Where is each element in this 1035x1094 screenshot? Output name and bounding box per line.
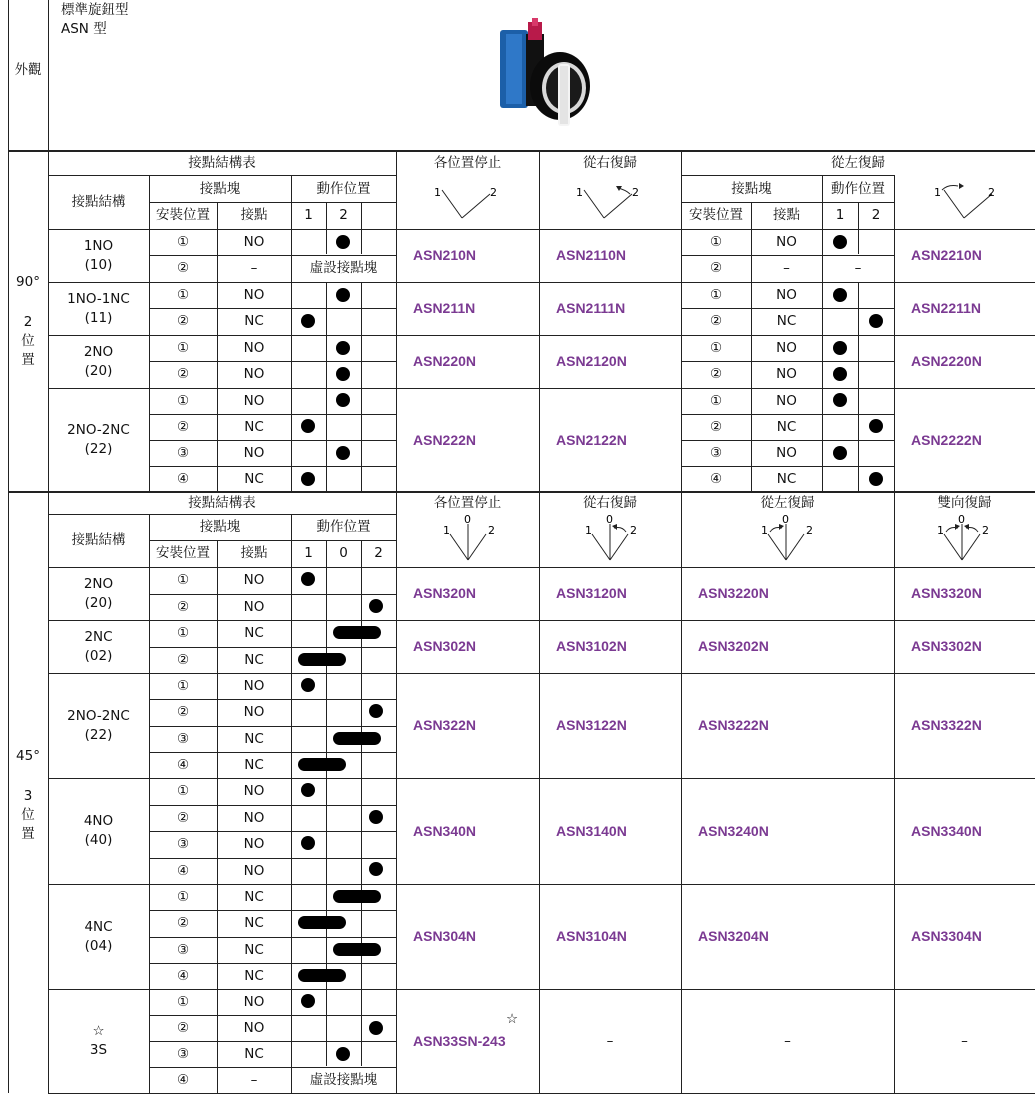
s1-r3-model-stop: ASN220N	[413, 353, 477, 369]
s1-rl-lbl2: 2	[988, 186, 995, 199]
s1-r4-c1-type: NO	[243, 392, 265, 409]
s2-diagram-return-both	[934, 514, 994, 564]
s1-r3-model-rl: ASN2220N	[911, 353, 982, 369]
s2-r4-c2-pos: ②	[176, 810, 190, 826]
s1-r1-c1-type: NO	[243, 233, 265, 250]
s2-stop-lbl1: 1	[443, 524, 450, 537]
s1r-contact: 接點	[773, 207, 800, 223]
contact-on-dot	[833, 235, 847, 249]
s1-pos-1: 1	[304, 207, 313, 223]
s2-r6-model-2: –	[784, 1032, 791, 1049]
s2-action-position: 動作位置	[316, 518, 371, 535]
s1-r2-c2-pos: ②	[176, 313, 190, 329]
s1-contact: 接點	[240, 207, 268, 223]
s2-r4-c1-pos: ①	[176, 783, 190, 799]
s2-r6-model-star: ☆	[506, 1011, 519, 1027]
contact-on-dot	[369, 862, 383, 876]
contact-on-dot	[833, 288, 847, 302]
s2-mount-position: 安裝位置	[156, 545, 210, 561]
s2-r4-model-3: ASN3340N	[911, 822, 982, 839]
s1-r4-rc3-pos: ③	[709, 444, 723, 461]
s2-r2-c1-pos: ①	[176, 625, 190, 641]
s2-r4-c4-pos: ④	[176, 863, 190, 879]
selector-switch-image	[492, 18, 597, 130]
s2-r5-model-0: ASN304N	[413, 928, 477, 944]
s2-r4-structure: 4NO (40)	[83, 813, 114, 848]
s2-r5-c4-type: NC	[244, 967, 264, 984]
s1-r1-virtual: 虛設接點塊	[309, 260, 378, 276]
s1-r4-c4-type: NC	[244, 470, 264, 487]
s1-stop-lbl2: 2	[490, 186, 497, 199]
s1-r1-rc2-dash: –	[854, 260, 862, 276]
contact-on-dot	[369, 704, 383, 718]
contact-on-dot	[301, 472, 315, 486]
s2-r3-model-2: ASN3222N	[698, 717, 769, 733]
grid-line	[326, 540, 327, 1066]
s2-r5-c3-pos: ③	[176, 941, 190, 958]
s2-r1-model-0: ASN320N	[413, 585, 477, 601]
contact-on-dot	[869, 419, 883, 433]
s2-rb-lbl2: 2	[982, 524, 989, 537]
contact-on-dot	[301, 419, 315, 433]
s2-r3-structure: 2NO-2NC (22)	[67, 707, 130, 743]
s2-rr-lbl0: 0	[606, 514, 613, 526]
s1-r1-structure: 1NO (10)	[83, 237, 114, 273]
s1-r1-rc1-pos: ①	[709, 233, 723, 250]
s2-r2-c2-type: NC	[244, 652, 264, 668]
contact-on-dot	[301, 994, 315, 1008]
s1-mount-position: 安裝位置	[156, 207, 210, 223]
contact-on-bar	[298, 653, 346, 666]
s2-diagram-return-right	[582, 514, 642, 564]
s1-r3-c1-type: NO	[243, 339, 265, 356]
s2-col-return-right: 從右復歸	[583, 495, 637, 511]
contact-on-dot	[869, 472, 883, 486]
s2-r1-c1-type: NO	[243, 572, 265, 588]
appearance-label: 外觀	[14, 61, 42, 78]
s2-r4-c1-type: NO	[243, 783, 265, 799]
s2-r6-model-1: –	[606, 1032, 614, 1049]
s2-r3-c1-type: NO	[243, 677, 265, 694]
s2-col-return-left: 從左復歸	[760, 495, 815, 511]
s1-r4-model-rl: ASN2222N	[911, 431, 982, 448]
s1-r2-rc1-pos: ①	[709, 286, 723, 303]
grid-line	[858, 282, 859, 491]
s1-r1-model-rr: ASN2110N	[556, 247, 627, 263]
s1-r4-model-rr: ASN2122N	[556, 431, 627, 448]
s2-rb-lbl1: 1	[937, 524, 944, 537]
s1-r4-c4-pos: ④	[176, 470, 190, 487]
s2-r6-c1-pos: ①	[176, 993, 190, 1010]
contact-on-dot	[869, 314, 883, 328]
s2-r6-structure: ☆ 3S	[89, 1023, 108, 1058]
s1-diagram-return-right	[562, 180, 652, 225]
s1-r2-c1-type: NO	[243, 286, 265, 303]
s2-stop-lbl2: 2	[488, 524, 495, 537]
s2-r2-c1-type: NC	[244, 625, 264, 641]
s1-r2-structure: 1NO-1NC (11)	[67, 290, 130, 326]
s1-r2-model-stop: ASN211N	[413, 300, 476, 316]
contact-on-dot	[301, 314, 315, 328]
s2-r6-c3-pos: ③	[176, 1045, 190, 1062]
s2-r5-model-1: ASN3104N	[556, 928, 627, 944]
s2-angle: 45°	[16, 747, 40, 764]
s2-pos-1: 1	[304, 545, 313, 561]
s2-r4-c3-type: NO	[243, 836, 265, 852]
s1-r2-model-rl: ASN2211N	[911, 300, 982, 316]
s2-r6-c4-pos: ④	[176, 1071, 190, 1088]
s2-r3-model-1: ASN3122N	[556, 717, 627, 733]
s1-col-return-left: 從左復歸	[831, 155, 885, 171]
s1-r1-model-stop: ASN210N	[413, 247, 477, 263]
s2-r2-model-1: ASN3102N	[556, 638, 627, 654]
contact-on-dot	[369, 810, 383, 824]
s2-r1-model-3: ASN3320N	[911, 585, 982, 601]
s2-r5-c1-type: NC	[244, 888, 264, 905]
s2-r6-model-0: ASN33SN-243	[413, 1032, 506, 1049]
s2-rr-lbl1: 1	[585, 524, 592, 537]
contact-on-bar	[333, 890, 381, 903]
s1-r2-c1-pos: ①	[176, 286, 190, 303]
s2-rl-lbl2: 2	[806, 524, 813, 537]
grid-line	[8, 0, 9, 1093]
contact-on-bar	[298, 916, 346, 929]
s2-r6-model-3: –	[961, 1032, 968, 1049]
s2-r6-c3-type: NC	[244, 1045, 264, 1062]
s1-rr-lbl2: 2	[632, 186, 639, 199]
contact-on-dot	[369, 1021, 383, 1035]
s1-r4-rc1-type: NO	[776, 392, 797, 409]
s2-r5-model-3: ASN3304N	[911, 928, 982, 944]
s2-col-stop: 各位置停止	[433, 495, 502, 511]
contact-on-dot	[336, 288, 350, 302]
contact-on-dot	[369, 599, 383, 613]
s1-r4-rc1-pos: ①	[709, 392, 723, 409]
s1-r1-c2-pos: ②	[176, 260, 190, 276]
s2-r4-c3-pos: ③	[176, 836, 190, 852]
s1r-action-position: 動作位置	[831, 180, 885, 197]
s1-r4-rc2-pos: ②	[709, 418, 723, 435]
s2-pos-2: 2	[374, 545, 383, 561]
s1-r4-rc3-type: NO	[776, 444, 797, 461]
s1-r4-structure: 2NO-2NC (22)	[67, 422, 130, 457]
s2-contact: 接點	[240, 545, 268, 561]
s1-contact-structure: 接點結構	[71, 193, 126, 210]
grid-line	[326, 282, 327, 491]
s2-rb-lbl0: 0	[958, 514, 965, 526]
grid-line	[361, 282, 362, 491]
s1-diagram-stop	[420, 180, 510, 225]
s1-angle: 90°	[16, 273, 40, 290]
s2-r4-model-2: ASN3240N	[698, 822, 769, 839]
s2-r6-c1-type: NO	[243, 993, 265, 1010]
s2-r4-model-1: ASN3140N	[556, 822, 627, 839]
s1-r2-c2-type: NC	[244, 313, 264, 329]
s1-pos-2: 2	[339, 207, 348, 223]
s1-r4-model-stop: ASN222N	[413, 431, 477, 448]
contact-on-dot	[833, 393, 847, 407]
s2-r5-structure: 4NC (04)	[84, 918, 113, 954]
s2-r5-c2-pos: ②	[176, 914, 190, 931]
s2-r2-c2-pos: ②	[176, 652, 190, 668]
grid-line	[361, 540, 362, 1066]
s1-r3-c1-pos: ①	[176, 339, 190, 356]
s2-pos-0: 0	[339, 545, 348, 561]
s1-r3-rc2-pos: ②	[709, 366, 723, 382]
s2-contact-block: 接點塊	[199, 518, 241, 535]
s1-diagram-return-left	[922, 180, 1012, 225]
s1-r4-rc4-type: NC	[776, 470, 797, 487]
s2-r3-c1-pos: ①	[176, 677, 190, 694]
product-title: 標準旋鈕型	[61, 2, 129, 18]
contact-on-dot	[336, 235, 350, 249]
s2-r1-model-2: ASN3220N	[698, 585, 769, 601]
s1-group-title: 接點結構表	[188, 155, 256, 171]
contact-on-bar	[333, 943, 381, 956]
s1-r3-model-rr: ASN2120N	[556, 353, 627, 369]
s2-r3-model-0: ASN322N	[413, 717, 477, 733]
s2-r2-model-0: ASN302N	[413, 638, 477, 654]
s2-diagram-return-left	[758, 514, 818, 564]
s2-r3-c3-pos: ③	[176, 730, 190, 747]
s2-r3-c4-type: NC	[244, 756, 264, 773]
s1-stop-lbl1: 1	[434, 186, 441, 199]
s2-r2-model-3: ASN3302N	[911, 638, 982, 654]
s2-r1-c2-type: NO	[243, 599, 265, 615]
s2-r5-c2-type: NC	[244, 914, 264, 931]
s1r-pos-2: 2	[871, 207, 881, 223]
s2-contact-structure: 接點結構	[71, 532, 126, 548]
s1-r2-rc2-type: NC	[776, 313, 797, 329]
s2-r6-c2-type: NO	[243, 1019, 265, 1036]
grid-line	[361, 202, 362, 254]
s2-rl-lbl1: 1	[761, 524, 768, 537]
s2-r1-structure: 2NO (20)	[83, 575, 114, 611]
contact-on-dot	[336, 367, 350, 381]
s2-positions-label: 3 位 置	[21, 787, 35, 842]
s1-r3-c2-pos: ②	[176, 366, 190, 382]
s1-r1-rc2-pos: ②	[709, 260, 723, 276]
contact-on-dot	[336, 446, 350, 460]
s1-r4-c3-pos: ③	[176, 444, 190, 461]
contact-on-dot	[301, 572, 315, 586]
s1-r2-model-rr: ASN2111N	[556, 300, 626, 316]
s2-r6-c4-type: –	[250, 1071, 258, 1088]
s1-r3-rc1-pos: ①	[709, 339, 723, 356]
s1-r1-rc2-type: –	[783, 260, 790, 276]
s2-stop-lbl0: 0	[464, 514, 471, 526]
s2-r5-c3-type: NC	[244, 941, 264, 958]
contact-on-dot	[301, 783, 315, 797]
s1r-pos-1: 1	[835, 207, 845, 223]
s1-r1-rc1-type: NO	[776, 233, 797, 250]
contact-on-dot	[833, 446, 847, 460]
s1-r3-c2-type: NO	[243, 366, 265, 382]
s2-r2-model-2: ASN3202N	[698, 638, 769, 654]
s2-col-return-both: 雙向復歸	[937, 495, 992, 511]
s1-rl-lbl1: 1	[934, 186, 941, 199]
s1-r3-rc1-type: NO	[776, 339, 797, 356]
s2-r3-c3-type: NC	[244, 730, 264, 747]
s1-r3-structure: 2NO (20)	[83, 343, 114, 379]
s2-r3-model-3: ASN3322N	[911, 717, 982, 733]
s2-r5-c4-pos: ④	[176, 967, 190, 984]
s1r-mount-position: 安裝位置	[689, 207, 743, 223]
contact-on-dot	[301, 836, 315, 850]
grid-line	[291, 514, 292, 1093]
s1-contact-block: 接點塊	[199, 180, 241, 197]
s2-r4-c4-type: NO	[243, 863, 265, 879]
s1-r4-c2-type: NC	[244, 418, 264, 435]
s1-positions-label: 2 位 置	[21, 313, 35, 368]
contact-on-dot	[833, 367, 847, 381]
s2-r4-c2-type: NO	[243, 810, 265, 826]
s2-r4-model-0: ASN340N	[413, 822, 477, 839]
contact-on-bar	[298, 969, 346, 982]
s1-col-stop: 各位置停止	[433, 155, 502, 171]
s1-r4-c3-type: NO	[243, 444, 265, 461]
s2-r6-virtual: 虛設接點塊	[309, 1071, 378, 1088]
s2-r1-c1-pos: ①	[176, 572, 190, 588]
s1-rr-lbl1: 1	[576, 186, 583, 199]
s2-rl-lbl0: 0	[782, 514, 789, 526]
s2-r5-c1-pos: ①	[176, 888, 190, 905]
s1-r1-model-rl: ASN2210N	[911, 247, 982, 263]
contact-on-bar	[333, 626, 381, 639]
s2-r3-c2-pos: ②	[176, 703, 190, 720]
s1r-contact-block: 接點塊	[731, 180, 772, 197]
s2-r3-c2-type: NO	[243, 703, 265, 720]
s2-rr-lbl2: 2	[630, 524, 637, 537]
contact-on-dot	[833, 341, 847, 355]
s2-r3-c4-pos: ④	[176, 756, 190, 773]
contact-on-dot	[336, 341, 350, 355]
s1-r3-rc2-type: NO	[776, 366, 797, 382]
s1-r1-c1-pos: ①	[176, 233, 190, 250]
contact-on-bar	[298, 758, 346, 771]
contact-on-dot	[336, 393, 350, 407]
contact-on-dot	[301, 678, 315, 692]
s1-r4-rc4-pos: ④	[709, 470, 723, 487]
s2-diagram-stop	[440, 514, 500, 564]
s1-r4-rc2-type: NC	[776, 418, 797, 435]
s2-group-title: 接點結構表	[188, 495, 256, 511]
s1-r2-rc1-type: NO	[776, 286, 797, 303]
s2-r5-model-2: ASN3204N	[698, 928, 769, 944]
s1-r4-c1-pos: ①	[176, 392, 190, 409]
s2-r6-c2-pos: ②	[176, 1019, 190, 1036]
contact-on-bar	[333, 732, 381, 745]
contact-on-dot	[336, 1047, 350, 1061]
s1-col-return-right: 從右復歸	[583, 155, 637, 171]
s1-r2-rc2-pos: ②	[709, 313, 723, 329]
product-type: ASN 型	[61, 21, 107, 37]
s2-r1-model-1: ASN3120N	[556, 585, 627, 601]
s1-r1-c2-type: –	[250, 260, 258, 276]
s1-action-position: 動作位置	[316, 180, 371, 197]
s1-r4-c2-pos: ②	[176, 418, 190, 435]
s2-r1-c2-pos: ②	[176, 599, 190, 615]
s2-r2-structure: 2NC (02)	[84, 628, 113, 664]
